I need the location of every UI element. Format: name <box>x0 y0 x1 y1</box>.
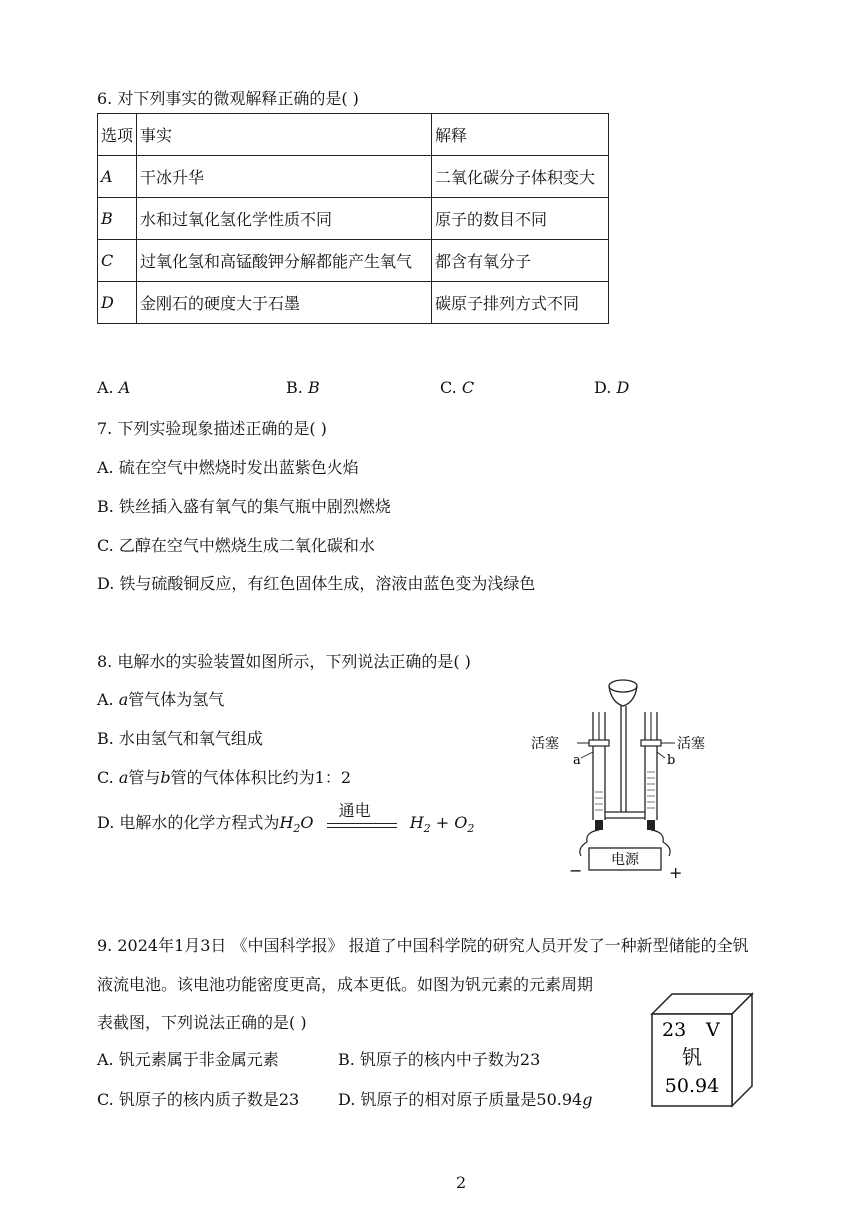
q7-option-c[interactable]: C. 乙醇在空气中燃烧生成二氧化碳和水 <box>97 536 375 555</box>
q6-stem: 6. 对下列事实的微观解释正确的是( ) <box>97 89 359 108</box>
option-value: A <box>118 378 131 397</box>
table-cell: B <box>98 198 137 240</box>
equation-condition: 通电 <box>338 800 371 820</box>
q8-option-a[interactable] <box>97 687 224 710</box>
table-cell: 干冰升华 <box>137 156 432 198</box>
table-row <box>98 282 609 324</box>
q6-option-d[interactable] <box>594 378 629 397</box>
equation-arrow <box>327 800 397 834</box>
option-text: D. 电解水的化学方程式为 <box>97 813 280 832</box>
power-label: 电源 <box>611 852 639 868</box>
q7-option-d[interactable]: D. 铁与硫酸铜反应，有红色固体生成，溶液由蓝色变为浅绿色 <box>97 574 536 593</box>
q8-option-b[interactable]: B. 水由氢气和氧气组成 <box>97 729 263 748</box>
unit-g: g <box>582 1090 593 1109</box>
table-cell: C <box>98 240 137 282</box>
q9-option-b[interactable]: B. 钒原子的核内中子数为23 <box>338 1050 541 1069</box>
option-label: B. <box>286 378 303 397</box>
table-cell: 二氧化碳分子体积变大 <box>432 156 609 198</box>
element-name: 钒 <box>682 1045 702 1069</box>
option-label: C. <box>440 378 457 397</box>
option-text: 管的气体体积比约为1：2 <box>170 768 352 787</box>
right-stopcock-label: 活塞 <box>677 736 705 752</box>
table-header-cell: 解释 <box>432 114 609 156</box>
option-value: D <box>616 378 630 397</box>
option-text: D. 钒原子的相对原子质量是50.94 <box>338 1090 583 1109</box>
table-row <box>98 156 609 198</box>
tube-a-label: a <box>573 753 581 768</box>
q8-option-c[interactable] <box>97 765 351 788</box>
option-text: 管与 <box>128 768 161 787</box>
q7-stem: 7. 下列实验现象描述正确的是( ) <box>97 419 327 438</box>
table-cell: A <box>98 156 137 198</box>
q9-option-a[interactable]: A. 钒元素属于非金属元素 <box>97 1050 279 1069</box>
variable-b: b <box>160 768 171 787</box>
tube-b-label: b <box>667 753 676 768</box>
q7-option-a[interactable]: A. 硫在空气中燃烧时发出蓝紫色火焰 <box>97 458 359 477</box>
q9-stem-line1: 9. 2024年1月3日 《中国科学报》 报道了中国科学院的研究人员开发了一种新型储能的全钒 <box>97 936 749 955</box>
left-stopcock-label: 活塞 <box>531 736 559 752</box>
q9-option-d[interactable] <box>338 1087 593 1110</box>
q6-option-a[interactable] <box>97 378 130 397</box>
q9-stem-line3: 表截图，下列说法正确的是( ) <box>97 1013 307 1032</box>
vanadium-element-cell <box>642 990 762 1110</box>
q8-option-d[interactable] <box>97 800 475 836</box>
option-value: B <box>307 378 320 397</box>
q8-stem: 8. 电解水的实验装置如图所示，下列说法正确的是( ) <box>97 652 471 671</box>
q6-option-c[interactable] <box>440 378 474 397</box>
option-label: A. <box>97 690 114 709</box>
option-label: A. <box>97 378 114 397</box>
option-label: D. <box>594 378 612 397</box>
page-number: 2 <box>456 1173 467 1192</box>
equation-products: $H_2 + O_2$ <box>409 813 475 836</box>
table-row <box>98 198 609 240</box>
table-header-cell: 事实 <box>137 114 432 156</box>
atomic-mass: 50.94 <box>664 1075 720 1097</box>
table-header-cell: 选项 <box>98 114 137 156</box>
q6-option-b[interactable] <box>286 378 320 397</box>
option-value: C <box>461 378 475 397</box>
table-cell: 碳原子排列方式不同 <box>432 282 609 324</box>
table-cell: 金刚石的硬度大于石墨 <box>137 282 432 324</box>
q7-option-b[interactable]: B. 铁丝插入盛有氧气的集气瓶中剧烈燃烧 <box>97 497 391 516</box>
equation-reactant: $H_2O$ <box>279 813 314 836</box>
plus-terminal-label: + <box>669 863 683 882</box>
electrolysis-apparatus-figure <box>525 672 725 882</box>
table-cell: 过氧化氢和高锰酸钾分解都能产生氧气 <box>137 240 432 282</box>
variable-a: a <box>118 768 129 787</box>
variable-a: a <box>118 690 129 709</box>
option-label: C. <box>97 768 114 787</box>
minus-terminal-label: − <box>569 861 583 880</box>
element-symbol: V <box>706 1019 720 1041</box>
table-cell: 都含有氧分子 <box>432 240 609 282</box>
q6-table <box>97 113 609 324</box>
q9-stem-line2: 液流电池。该电池功能密度更高，成本更低。如图为钒元素的元素周期 <box>97 975 594 994</box>
table-cell: 水和过氧化氢化学性质不同 <box>137 198 432 240</box>
atomic-number: 23 <box>662 1019 687 1041</box>
table-header-row <box>98 114 609 156</box>
option-text: 管气体为氢气 <box>128 690 225 709</box>
table-cell: 原子的数目不同 <box>432 198 609 240</box>
table-row <box>98 240 609 282</box>
table-cell: D <box>98 282 137 324</box>
q9-option-c[interactable]: C. 钒原子的核内质子数是23 <box>97 1090 300 1109</box>
